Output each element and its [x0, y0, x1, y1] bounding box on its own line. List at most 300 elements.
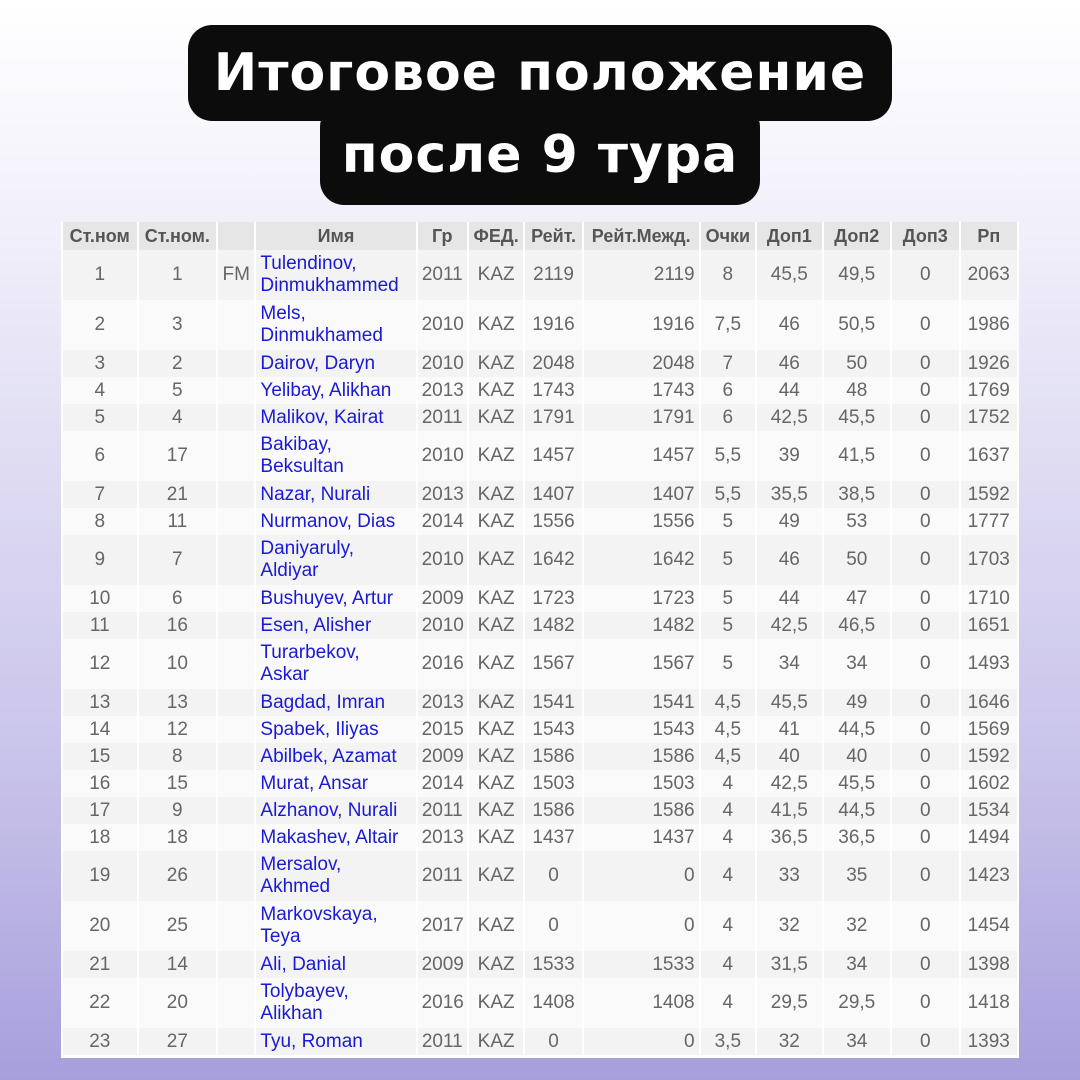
cell-tiebreak-3: 0: [892, 404, 959, 431]
cell-federation: KAZ: [469, 377, 523, 404]
cell-tiebreak-1: 49: [757, 508, 821, 535]
cell-title: [218, 689, 254, 716]
cell-performance: 1493: [961, 639, 1017, 689]
cell-title: FM: [218, 250, 254, 300]
cell-tiebreak-2: 45,5: [824, 770, 891, 797]
col-header-tiebreak-3[interactable]: Доп3: [892, 222, 959, 250]
player-name-link[interactable]: Yelibay, Alikhan: [256, 377, 415, 404]
cell-tiebreak-2: 35: [824, 851, 891, 901]
cell-tiebreak-1: 42,5: [757, 770, 821, 797]
cell-tiebreak-1: 40: [757, 743, 821, 770]
cell-group: 2011: [418, 250, 467, 300]
cell-performance: 1651: [961, 612, 1017, 639]
col-header-federation[interactable]: ФЕД.: [469, 222, 523, 250]
cell-tiebreak-1: 41: [757, 716, 821, 743]
cell-performance: 1592: [961, 743, 1017, 770]
cell-points: 6: [701, 377, 755, 404]
cell-performance: 1418: [961, 978, 1017, 1028]
cell-rating: 0: [525, 851, 581, 901]
cell-start-number: 11: [139, 508, 217, 535]
player-name-link[interactable]: Daniyaruly, Aldiyar: [256, 535, 415, 585]
cell-tiebreak-3: 0: [892, 851, 959, 901]
cell-tiebreak-1: 44: [757, 377, 821, 404]
cell-intl-rating: 0: [584, 1028, 699, 1055]
cell-intl-rating: 1503: [584, 770, 699, 797]
cell-place: 6: [63, 431, 137, 481]
cell-start-number: 7: [139, 535, 217, 585]
cell-title: [218, 716, 254, 743]
cell-place: 1: [63, 250, 137, 300]
cell-group: 2009: [418, 951, 467, 978]
player-name-link[interactable]: Ali, Danial: [256, 951, 415, 978]
table-row: [63, 1028, 1017, 1055]
page-title-line-1: Итоговое положение: [188, 25, 892, 121]
player-name-link[interactable]: Tyu, Roman: [256, 1028, 415, 1055]
cell-tiebreak-1: 46: [757, 300, 821, 350]
cell-tiebreak-2: 47: [824, 585, 891, 612]
cell-performance: 1454: [961, 901, 1017, 951]
player-name-link[interactable]: Murat, Ansar: [256, 770, 415, 797]
cell-tiebreak-1: 41,5: [757, 797, 821, 824]
cell-start-number: 9: [139, 797, 217, 824]
col-header-tiebreak-1[interactable]: Доп1: [757, 222, 821, 250]
player-name-link[interactable]: Spabek, Iliyas: [256, 716, 415, 743]
table-header: [63, 222, 1017, 250]
cell-performance: 1592: [961, 481, 1017, 508]
cell-points: 8: [701, 250, 755, 300]
cell-points: 4,5: [701, 743, 755, 770]
cell-rating: 1743: [525, 377, 581, 404]
cell-place: 9: [63, 535, 137, 585]
player-name-link[interactable]: Tulendinov, Dinmukhammed: [256, 250, 415, 300]
cell-intl-rating: 1408: [584, 978, 699, 1028]
cell-performance: 1769: [961, 377, 1017, 404]
cell-title: [218, 585, 254, 612]
cell-rating: 1457: [525, 431, 581, 481]
col-header-performance[interactable]: Рп: [961, 222, 1017, 250]
table-row: [63, 851, 1017, 901]
table-row: [63, 404, 1017, 431]
cell-rating: 1541: [525, 689, 581, 716]
player-name-link[interactable]: Dairov, Daryn: [256, 350, 415, 377]
cell-rating: 1533: [525, 951, 581, 978]
table-row: [63, 951, 1017, 978]
cell-tiebreak-3: 0: [892, 250, 959, 300]
cell-points: 5: [701, 508, 755, 535]
cell-group: 2011: [418, 851, 467, 901]
col-header-rating[interactable]: Рейт.: [525, 222, 581, 250]
cell-intl-rating: 1723: [584, 585, 699, 612]
table-row: [63, 901, 1017, 951]
cell-federation: KAZ: [469, 481, 523, 508]
cell-performance: 1703: [961, 535, 1017, 585]
table-row: [63, 689, 1017, 716]
cell-points: 7,5: [701, 300, 755, 350]
cell-group: 2013: [418, 481, 467, 508]
cell-rating: 1586: [525, 797, 581, 824]
cell-start-number: 21: [139, 481, 217, 508]
cell-points: 4,5: [701, 689, 755, 716]
table-row: [63, 350, 1017, 377]
cell-intl-rating: 0: [584, 851, 699, 901]
cell-intl-rating: 1543: [584, 716, 699, 743]
cell-title: [218, 1028, 254, 1055]
player-name-link[interactable]: Mels, Dinmukhamed: [256, 300, 415, 350]
cell-title: [218, 901, 254, 951]
cell-group: 2009: [418, 585, 467, 612]
cell-rating: 1407: [525, 481, 581, 508]
cell-intl-rating: 1586: [584, 797, 699, 824]
title-block: [0, 25, 1080, 205]
cell-place: 13: [63, 689, 137, 716]
cell-title: [218, 535, 254, 585]
col-header-place[interactable]: Ст.ном: [63, 222, 137, 250]
cell-tiebreak-1: 35,5: [757, 481, 821, 508]
cell-start-number: 16: [139, 612, 217, 639]
page-title-line-2: после 9 тура: [320, 103, 761, 205]
player-name-link[interactable]: Mersalov, Akhmed: [256, 851, 415, 901]
player-name-link[interactable]: Turarbekov, Askar: [256, 639, 415, 689]
cell-tiebreak-1: 45,5: [757, 250, 821, 300]
cell-group: 2010: [418, 612, 467, 639]
cell-place: 12: [63, 639, 137, 689]
cell-intl-rating: 1407: [584, 481, 699, 508]
cell-tiebreak-3: 0: [892, 612, 959, 639]
cell-place: 3: [63, 350, 137, 377]
cell-points: 4: [701, 901, 755, 951]
cell-place: 19: [63, 851, 137, 901]
cell-performance: 1986: [961, 300, 1017, 350]
cell-start-number: 20: [139, 978, 217, 1028]
table-row: [63, 481, 1017, 508]
cell-federation: KAZ: [469, 404, 523, 431]
cell-federation: KAZ: [469, 743, 523, 770]
cell-federation: KAZ: [469, 639, 523, 689]
cell-group: 2016: [418, 978, 467, 1028]
cell-group: 2010: [418, 350, 467, 377]
cell-intl-rating: 1586: [584, 743, 699, 770]
cell-start-number: 15: [139, 770, 217, 797]
cell-rating: 0: [525, 1028, 581, 1055]
cell-place: 11: [63, 612, 137, 639]
cell-group: 2011: [418, 1028, 467, 1055]
cell-intl-rating: 1791: [584, 404, 699, 431]
cell-points: 3,5: [701, 1028, 755, 1055]
cell-place: 7: [63, 481, 137, 508]
cell-rating: 1723: [525, 585, 581, 612]
cell-group: 2009: [418, 743, 467, 770]
col-header-group[interactable]: Гр: [418, 222, 467, 250]
player-name-link[interactable]: Malikov, Kairat: [256, 404, 415, 431]
player-name-link[interactable]: Bakibay, Beksultan: [256, 431, 415, 481]
cell-place: 8: [63, 508, 137, 535]
cell-group: 2016: [418, 639, 467, 689]
cell-federation: KAZ: [469, 431, 523, 481]
cell-start-number: 26: [139, 851, 217, 901]
cell-start-number: 25: [139, 901, 217, 951]
cell-tiebreak-1: 44: [757, 585, 821, 612]
table-row: [63, 797, 1017, 824]
cell-title: [218, 951, 254, 978]
cell-federation: KAZ: [469, 824, 523, 851]
cell-start-number: 4: [139, 404, 217, 431]
cell-tiebreak-2: 49: [824, 689, 891, 716]
cell-title: [218, 612, 254, 639]
cell-points: 4,5: [701, 716, 755, 743]
cell-place: 18: [63, 824, 137, 851]
cell-tiebreak-2: 50: [824, 350, 891, 377]
cell-federation: KAZ: [469, 901, 523, 951]
cell-title: [218, 300, 254, 350]
cell-place: 5: [63, 404, 137, 431]
table-row: [63, 639, 1017, 689]
cell-tiebreak-3: 0: [892, 639, 959, 689]
cell-rating: 1503: [525, 770, 581, 797]
cell-rating: 1791: [525, 404, 581, 431]
cell-federation: KAZ: [469, 535, 523, 585]
cell-performance: 1752: [961, 404, 1017, 431]
cell-group: 2013: [418, 689, 467, 716]
cell-intl-rating: 1556: [584, 508, 699, 535]
cell-group: 2010: [418, 431, 467, 481]
cell-tiebreak-2: 50,5: [824, 300, 891, 350]
cell-rating: 1556: [525, 508, 581, 535]
cell-group: 2011: [418, 404, 467, 431]
cell-points: 5: [701, 535, 755, 585]
cell-place: 20: [63, 901, 137, 951]
cell-federation: KAZ: [469, 978, 523, 1028]
cell-points: 5: [701, 585, 755, 612]
cell-federation: KAZ: [469, 612, 523, 639]
cell-federation: KAZ: [469, 689, 523, 716]
cell-federation: KAZ: [469, 508, 523, 535]
cell-start-number: 14: [139, 951, 217, 978]
table-row: [63, 770, 1017, 797]
cell-title: [218, 978, 254, 1028]
cell-title: [218, 797, 254, 824]
player-name-link[interactable]: Tolybayev, Alikhan: [256, 978, 415, 1028]
player-name-link[interactable]: Esen, Alisher: [256, 612, 415, 639]
cell-tiebreak-1: 42,5: [757, 404, 821, 431]
table-row: [63, 250, 1017, 300]
cell-group: 2013: [418, 377, 467, 404]
cell-tiebreak-3: 0: [892, 1028, 959, 1055]
cell-rating: 1408: [525, 978, 581, 1028]
cell-points: 4: [701, 851, 755, 901]
col-header-start-number[interactable]: Ст.ном.: [139, 222, 217, 250]
cell-intl-rating: 1541: [584, 689, 699, 716]
cell-tiebreak-2: 34: [824, 639, 891, 689]
cell-place: 16: [63, 770, 137, 797]
table-row: [63, 377, 1017, 404]
cell-performance: 1494: [961, 824, 1017, 851]
table-row: [63, 612, 1017, 639]
player-name-link[interactable]: Nazar, Nurali: [256, 481, 415, 508]
cell-title: [218, 743, 254, 770]
player-name-link[interactable]: Bushuyev, Artur: [256, 585, 415, 612]
cell-rating: 2048: [525, 350, 581, 377]
cell-points: 5: [701, 639, 755, 689]
cell-rating: 1916: [525, 300, 581, 350]
cell-start-number: 18: [139, 824, 217, 851]
cell-performance: 1710: [961, 585, 1017, 612]
cell-intl-rating: 1642: [584, 535, 699, 585]
table-row: [63, 431, 1017, 481]
cell-intl-rating: 1482: [584, 612, 699, 639]
cell-federation: KAZ: [469, 300, 523, 350]
cell-tiebreak-1: 32: [757, 901, 821, 951]
player-name-link[interactable]: Markovskaya, Teya: [256, 901, 415, 951]
cell-federation: KAZ: [469, 951, 523, 978]
cell-title: [218, 377, 254, 404]
table-row: [63, 535, 1017, 585]
cell-tiebreak-3: 0: [892, 377, 959, 404]
cell-group: 2014: [418, 508, 467, 535]
cell-tiebreak-3: 0: [892, 743, 959, 770]
cell-tiebreak-2: 40: [824, 743, 891, 770]
col-header-tiebreak-2[interactable]: Доп2: [824, 222, 891, 250]
cell-tiebreak-3: 0: [892, 508, 959, 535]
cell-place: 4: [63, 377, 137, 404]
cell-tiebreak-2: 38,5: [824, 481, 891, 508]
cell-rating: 1437: [525, 824, 581, 851]
cell-intl-rating: 2048: [584, 350, 699, 377]
cell-title: [218, 481, 254, 508]
player-name-link[interactable]: Abilbek, Azamat: [256, 743, 415, 770]
cell-points: 5,5: [701, 431, 755, 481]
player-name-link[interactable]: Bagdad, Imran: [256, 689, 415, 716]
cell-performance: 1398: [961, 951, 1017, 978]
table-row: [63, 743, 1017, 770]
col-header-intl-rating[interactable]: Рейт.Межд.: [584, 222, 699, 250]
cell-performance: 1926: [961, 350, 1017, 377]
cell-tiebreak-2: 32: [824, 901, 891, 951]
cell-tiebreak-3: 0: [892, 978, 959, 1028]
cell-performance: 1569: [961, 716, 1017, 743]
cell-place: 17: [63, 797, 137, 824]
cell-tiebreak-2: 50: [824, 535, 891, 585]
cell-intl-rating: 2119: [584, 250, 699, 300]
cell-title: [218, 350, 254, 377]
cell-performance: 1423: [961, 851, 1017, 901]
cell-tiebreak-1: 46: [757, 535, 821, 585]
cell-points: 4: [701, 824, 755, 851]
cell-tiebreak-1: 32: [757, 1028, 821, 1055]
cell-title: [218, 824, 254, 851]
cell-group: 2015: [418, 716, 467, 743]
cell-group: 2017: [418, 901, 467, 951]
cell-title: [218, 404, 254, 431]
cell-points: 5,5: [701, 481, 755, 508]
cell-points: 7: [701, 350, 755, 377]
table-row: [63, 978, 1017, 1028]
cell-start-number: 8: [139, 743, 217, 770]
cell-tiebreak-1: 34: [757, 639, 821, 689]
cell-start-number: 3: [139, 300, 217, 350]
table-row: [63, 716, 1017, 743]
cell-tiebreak-1: 31,5: [757, 951, 821, 978]
cell-intl-rating: 1533: [584, 951, 699, 978]
cell-start-number: 1: [139, 250, 217, 300]
player-name-link[interactable]: Nurmanov, Dias: [256, 508, 415, 535]
cell-intl-rating: 1437: [584, 824, 699, 851]
cell-place: 22: [63, 978, 137, 1028]
cell-title: [218, 770, 254, 797]
cell-rating: 0: [525, 901, 581, 951]
player-name-link[interactable]: Makashev, Altair: [256, 824, 415, 851]
cell-title: [218, 851, 254, 901]
cell-group: 2010: [418, 535, 467, 585]
cell-tiebreak-3: 0: [892, 951, 959, 978]
cell-group: 2014: [418, 770, 467, 797]
cell-place: 14: [63, 716, 137, 743]
cell-tiebreak-1: 39: [757, 431, 821, 481]
cell-tiebreak-2: 34: [824, 1028, 891, 1055]
cell-performance: 2063: [961, 250, 1017, 300]
cell-start-number: 13: [139, 689, 217, 716]
cell-tiebreak-1: 46: [757, 350, 821, 377]
cell-federation: KAZ: [469, 585, 523, 612]
col-header-title: [218, 222, 254, 250]
cell-federation: KAZ: [469, 350, 523, 377]
cell-place: 21: [63, 951, 137, 978]
cell-tiebreak-2: 45,5: [824, 404, 891, 431]
col-header-name[interactable]: Имя: [256, 222, 415, 250]
col-header-points[interactable]: Очки: [701, 222, 755, 250]
cell-place: 10: [63, 585, 137, 612]
cell-points: 4: [701, 797, 755, 824]
cell-start-number: 10: [139, 639, 217, 689]
cell-start-number: 5: [139, 377, 217, 404]
cell-federation: KAZ: [469, 250, 523, 300]
cell-tiebreak-3: 0: [892, 535, 959, 585]
cell-intl-rating: 0: [584, 901, 699, 951]
table-row: [63, 508, 1017, 535]
cell-tiebreak-3: 0: [892, 901, 959, 951]
cell-intl-rating: 1567: [584, 639, 699, 689]
cell-place: 15: [63, 743, 137, 770]
cell-points: 4: [701, 978, 755, 1028]
cell-group: 2011: [418, 797, 467, 824]
cell-federation: KAZ: [469, 1028, 523, 1055]
cell-tiebreak-1: 42,5: [757, 612, 821, 639]
cell-performance: 1637: [961, 431, 1017, 481]
cell-performance: 1393: [961, 1028, 1017, 1055]
cell-tiebreak-1: 33: [757, 851, 821, 901]
cell-tiebreak-3: 0: [892, 797, 959, 824]
cell-start-number: 12: [139, 716, 217, 743]
cell-tiebreak-2: 49,5: [824, 250, 891, 300]
player-name-link[interactable]: Alzhanov, Nurali: [256, 797, 415, 824]
cell-intl-rating: 1916: [584, 300, 699, 350]
cell-points: 6: [701, 404, 755, 431]
cell-title: [218, 639, 254, 689]
standings-table-container: [61, 222, 1019, 1058]
cell-tiebreak-1: 29,5: [757, 978, 821, 1028]
cell-performance: 1777: [961, 508, 1017, 535]
cell-tiebreak-2: 41,5: [824, 431, 891, 481]
cell-tiebreak-3: 0: [892, 481, 959, 508]
cell-tiebreak-2: 46,5: [824, 612, 891, 639]
cell-rating: 1543: [525, 716, 581, 743]
cell-rating: 1567: [525, 639, 581, 689]
table-body: [63, 250, 1017, 1055]
cell-tiebreak-2: 29,5: [824, 978, 891, 1028]
cell-federation: KAZ: [469, 797, 523, 824]
cell-place: 2: [63, 300, 137, 350]
cell-tiebreak-2: 36,5: [824, 824, 891, 851]
cell-tiebreak-1: 36,5: [757, 824, 821, 851]
